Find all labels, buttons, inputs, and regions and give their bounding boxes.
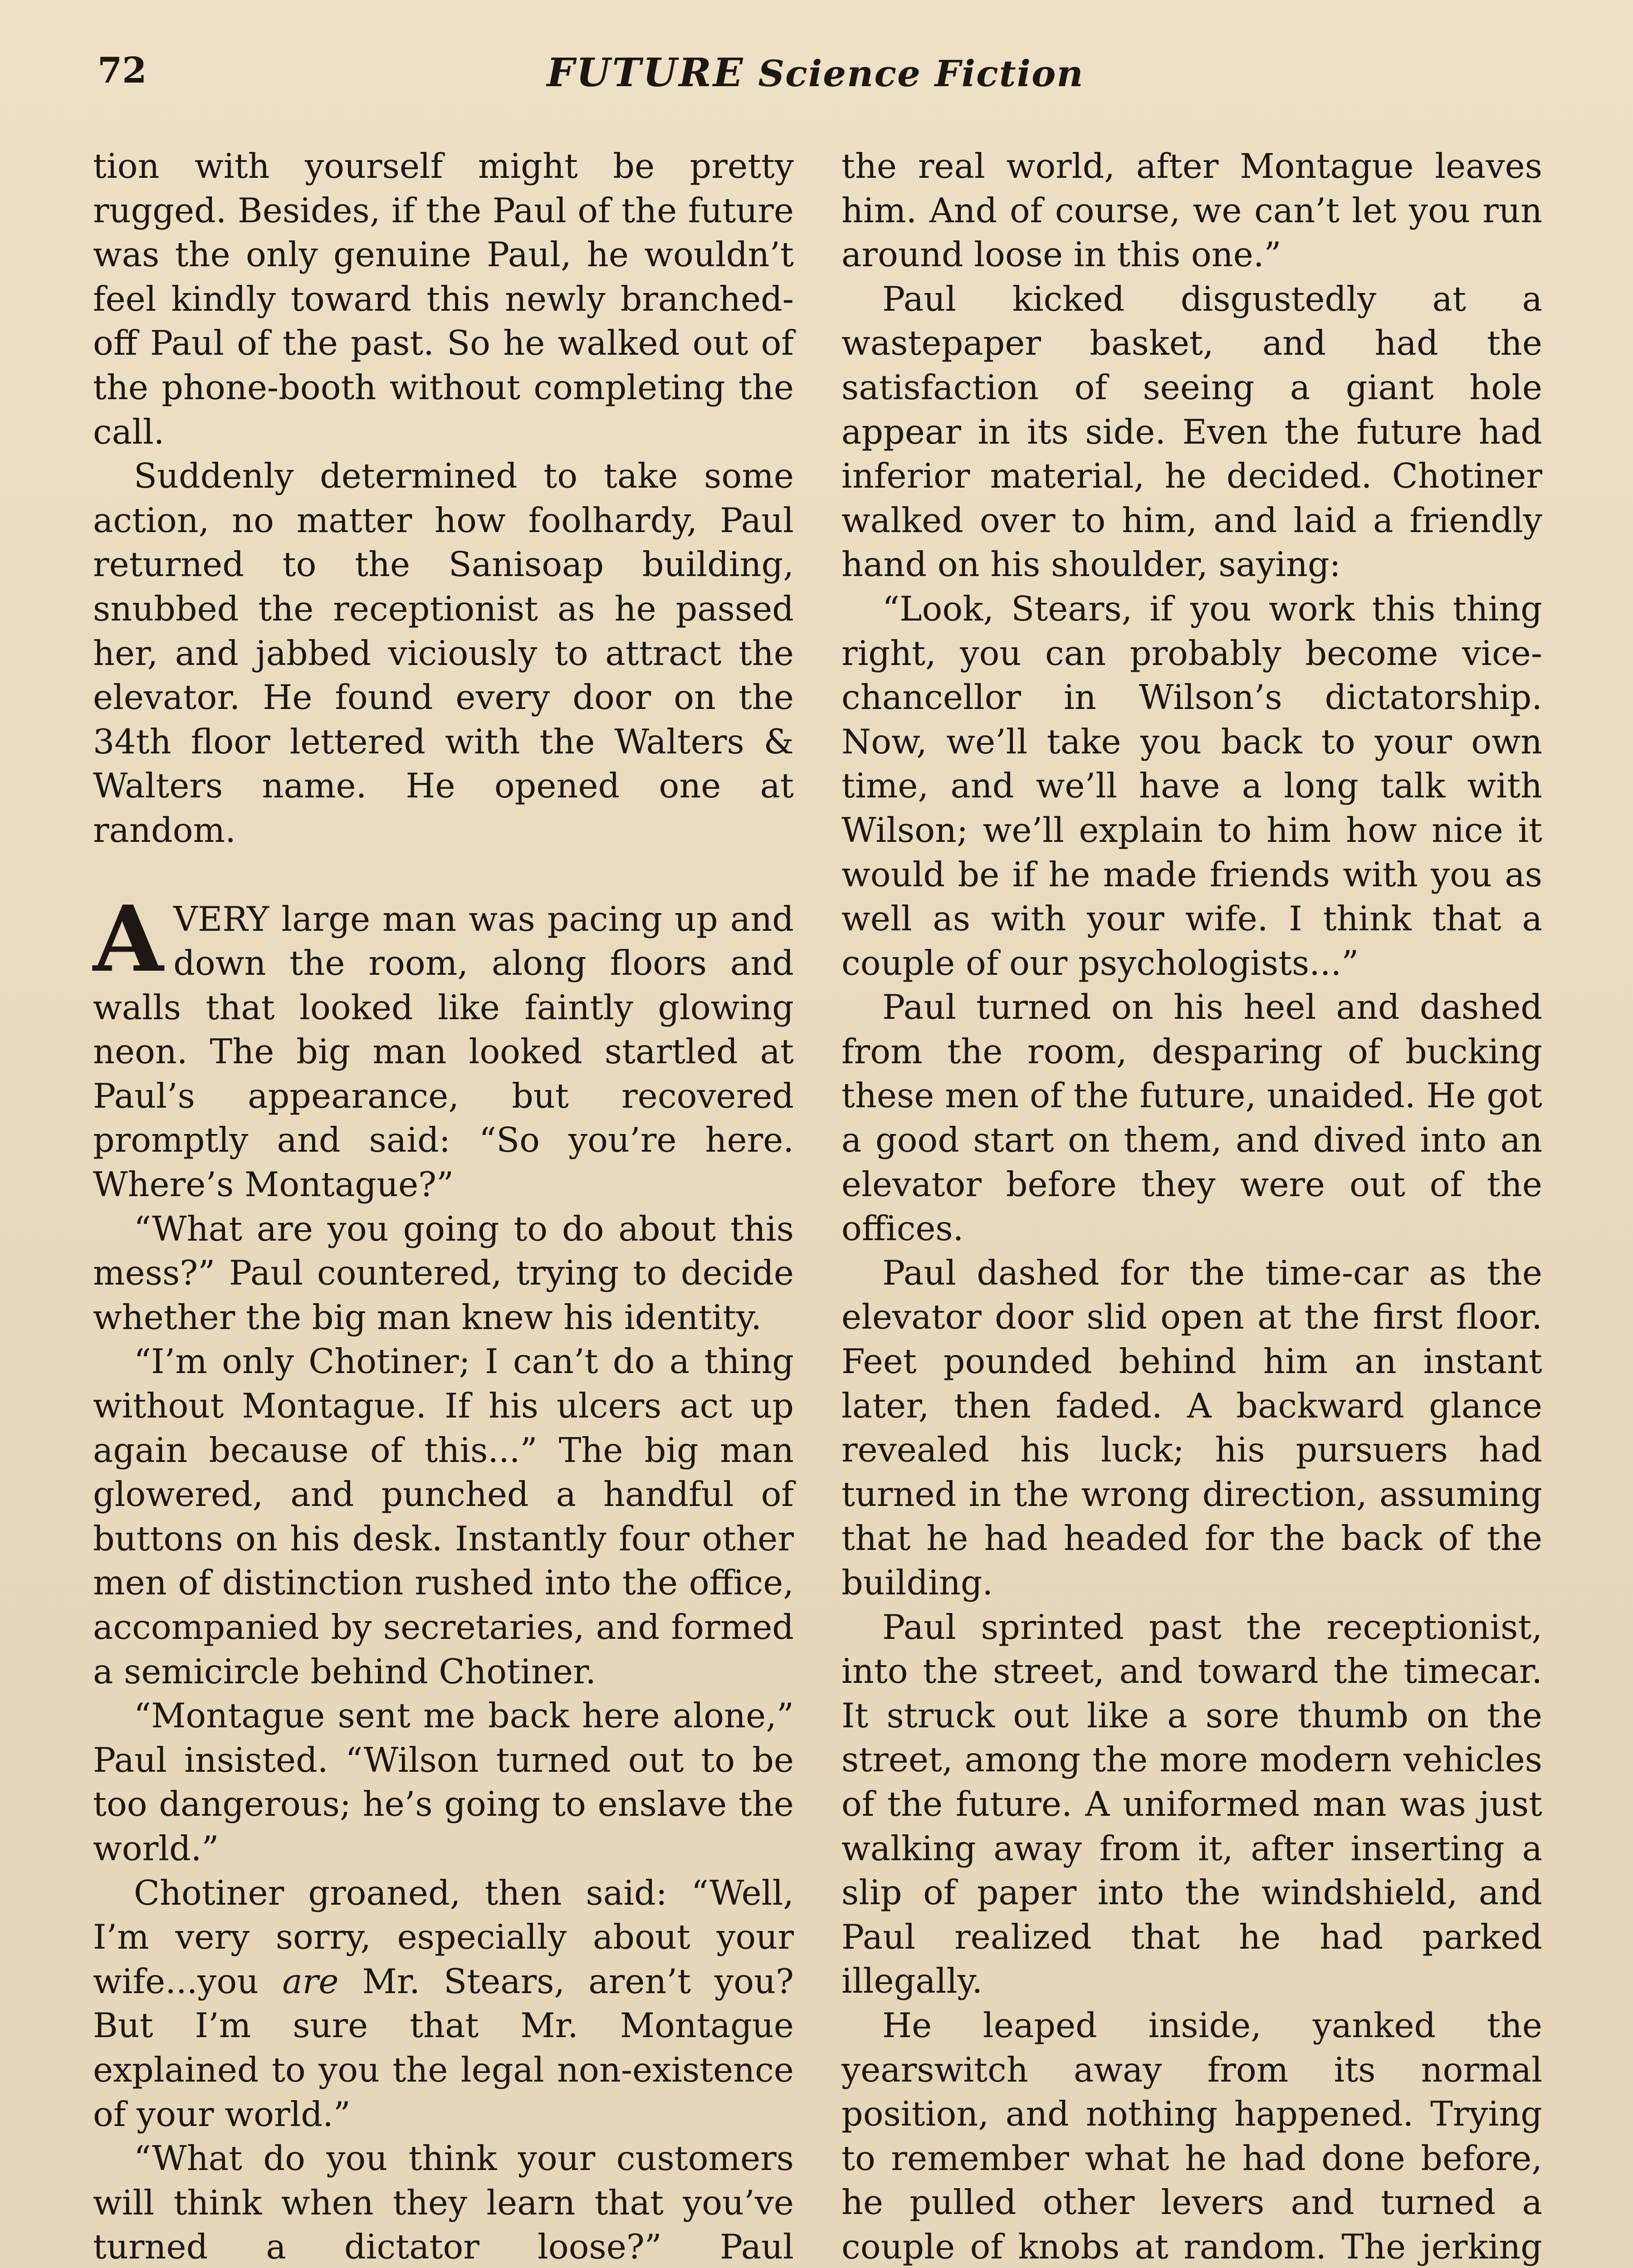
magazine-title	[98, 50, 1533, 96]
paragraph	[93, 1871, 794, 2137]
section-opening-text: VERY large man was pacing up and down the room, along floors and walls that looked like faintly glowing neon. The big man looked startled at Paul’s appearance, but recovered promptly and said: “So you’re here. Where’s Montague?”	[93, 899, 794, 1205]
drop-cap: A	[93, 885, 164, 992]
page-number: 72	[98, 50, 147, 91]
paragraph-text: Mr. Stears, aren’t you? But I’m sure that Mr. Montague explained to you the legal non-existence of your world.”	[93, 1961, 794, 2134]
magazine-title-rest: Science Fiction	[758, 52, 1084, 95]
magazine-title-future: FUTURE	[547, 50, 745, 96]
page-header	[98, 45, 1533, 104]
emphasis-text: are	[282, 1961, 339, 2001]
right-column	[841, 144, 1542, 2268]
left-column	[93, 144, 794, 2268]
paragraph: Suddenly determined to take some action, no matter how foolhardy, Paul returned to the Sanisoap building, snubbed the receptionist as he passed her, and jabbed viciously to attract the elevator. He found every door on the 34th floor lettered with the Walters & Walters name. He opened one at random.	[93, 456, 794, 850]
paragraph: the real world, after Montague leaves him. And of course, we can’t let you run around loose in this one.”	[841, 147, 1542, 275]
paragraph: “I’m only Chotiner; I can’t do a thing without Montague. If his ulcers act up again because of this...” The big man glowered, and punched a handful of buttons on his desk. Instantly four other men of distinction rushed into the office, accompanied by secretaries, and formed a semicircle behind Chotiner.	[93, 1342, 794, 1691]
paragraph: Paul sprinted past the receptionist, into the street, and toward the timecar. It struck out like a sore thumb on the street, among the more modern vehicles of the future. A uniformed man was just walking away from it, after inserting a slip of paper into the windshield, and Paul realized that he had parked illegally.	[841, 1607, 1542, 2001]
paragraph: Paul dashed for the time-car as the elevator door slid open at the first floor. Feet pounded behind him an instant later, then faded. A backward glance revealed his luck; his pursuers had turned in the wrong direction, assuming that he had headed for the back of the building.	[841, 1253, 1542, 1603]
paragraph: “Montague sent me back here alone,” Paul insisted. “Wilson turned out to be too dangerous; he’s going to enslave the world.”	[93, 1696, 794, 1868]
paragraph: “Look, Stears, if you work this thing right, you can probably become vice-chancellor in Wilson’s dictatorship. Now, we’ll take you back to your own time, and we’ll have a long talk with Wilson; we’ll explain to him how nice it would be if he made friends with you as well as with your wife. I think that a couple of our psychologists...”	[841, 589, 1542, 983]
paragraph: tion with yourself might be pretty rugged. Besides, if the Paul of the future was the only genuine Paul, he wouldn’t feel kindly toward this newly branched-off Paul of the past. So he walked out of the phone-booth without completing the call.	[93, 147, 794, 452]
paragraph: “What are you going to do about this mess?” Paul countered, trying to decide whether the big man knew his identity.	[93, 1209, 794, 1337]
paragraph-text: Chotiner groaned, then said: “Well, I’m very sorry, especially about your wife...you	[93, 1873, 794, 2001]
section-opening-paragraph	[93, 885, 794, 1207]
paragraph: He leaped inside, yanked the yearswitch away from its normal position, and nothing happened. Trying to remember what he had done before, he pulled other levers and turned a couple of knobs at random. The jerking	[841, 2005, 1542, 2267]
paragraph: Paul kicked disgustedly at a wastepaper basket, and had the satisfaction of seeing a giant hole appear in its side. Even the future had inferior material, he decided. Chotiner walked over to him, and laid a friendly hand on his shoulder, saying:	[841, 279, 1542, 585]
paragraph: Paul turned on his heel and dashed from the room, desparing of bucking these men of the future, unaided. He got a good start on them, and dived into an elevator before they were out of the offices.	[841, 987, 1542, 1249]
paragraph: “What do you think your customers will think when they learn that you’ve turned a dictator loose?” Paul	[93, 2139, 794, 2267]
